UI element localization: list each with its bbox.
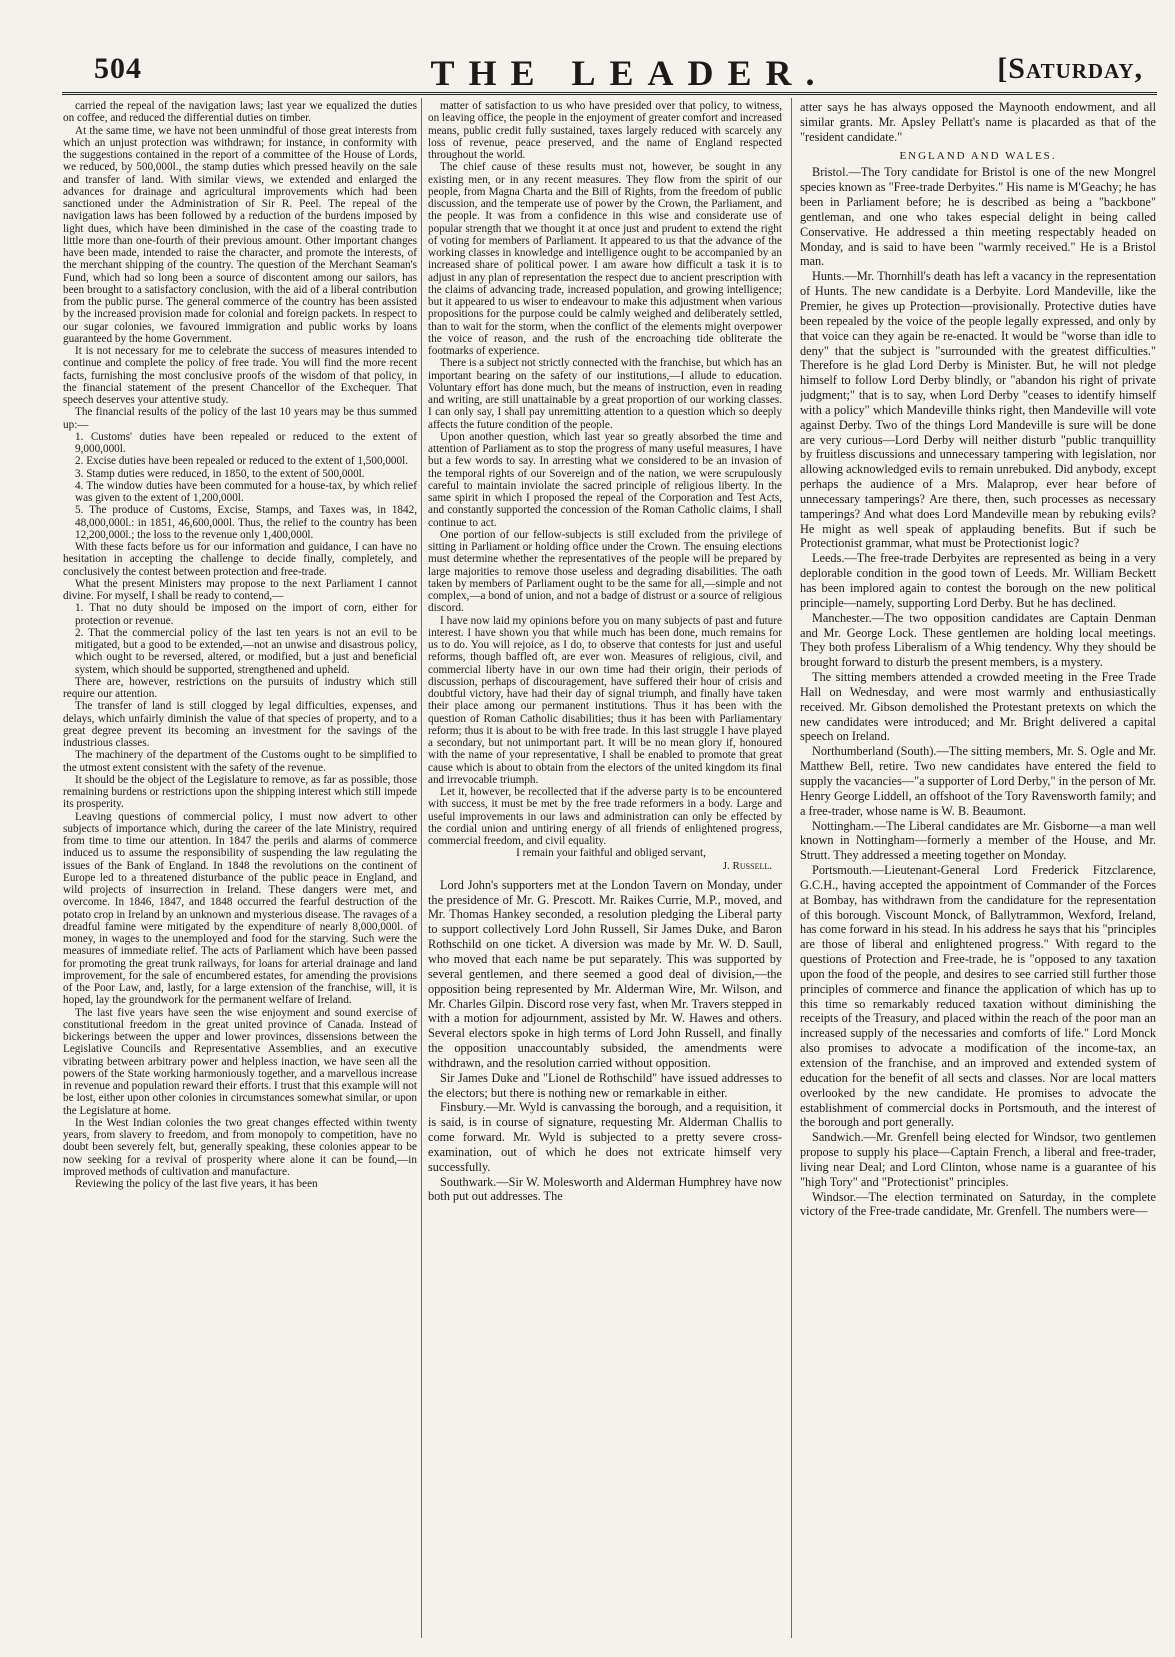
paragraph: Manchester.—The two opposition candidates are Captain Denman and Mr. George Lock. These gentlemen are holding local meetings. They both profess Liberalism of a Whig tendency. Why they should be brought forward to disturb the present members, is a mystery.	[800, 610, 1156, 670]
paragraph: Windsor.—The election terminated on Saturday, in the complete victory of the Free-trade candidate, Mr. Grenfell. The numbers were—	[800, 1189, 1156, 1219]
paragraph: The sitting members attended a crowded meeting in the Free Trade Hall on Wednesday, and were most warmly and enthusiastically received. Mr. Gibson demolished the Protestant pretexts on which the new candidates were introduced; and Mr. Bright delivered a capital speech on Ireland.	[800, 670, 1156, 744]
issue-day: [Saturday,	[997, 52, 1143, 85]
section-heading: ENGLAND AND WALES.	[899, 149, 1057, 162]
paragraph: The last five years have seen the wise enjoyment and sound exercise of constitutional freedom in the great united province of Canada. Instead of bickerings between the upper and lower provinces, dissensions between the Legislative Councils and Representative Assemblies, and an executive vibrating between arbitrary power and helpless inaction, we have seen all the powers of the State working harmoniously together, and a marvellous increase in revenue and population reward their efforts. I trust that this example will not be lost, either upon other colonies in circumstances somewhat similar, or upon the Legislature at home.	[63, 1006, 417, 1117]
paragraph: Let it, however, be recollected that if the adverse party is to be encountered with success, it must be met by the free trade reformers in a body. Large and useful improvements in our laws and administration can only be effected by the cordial union and untiring energy of all friends of enlightened progress, commercial freedom, and civil equality.	[428, 786, 782, 847]
column-1	[63, 100, 417, 1635]
column-3	[800, 100, 1156, 1635]
list-item: 5. The produce of Customs, Excise, Stamps, and Taxes was, in 1842, 48,000,000l.: in 1851, 46,600,000l. Thus, the relief to the country has been 12,200,000l.; the loss to the revenue only 1,400,000l.	[75, 504, 417, 541]
paragraph: Sandwich.—Mr. Grenfell being elected for Windsor, two gentlemen propose to supply his place—Captain French, a liberal and free-trader, living near Deal; and Lord Clinton, whose name is a guarantee of his "high Tory" and "Protectionist" principles.	[800, 1130, 1156, 1189]
column-2	[428, 100, 782, 1635]
list-item: 2. That the commercial policy of the last ten years is not an evil to be mitigated, but a good to be extended,—not an unwise and disastrous policy, which ought to be reversed, altered, or modified, but a just and beneficial system, which should be supported, strengthened and upheld.	[75, 626, 417, 676]
paragraph: With these facts before us for our information and guidance, I can have no hesitation in accepting the challenge to decide finally, completely, and conclusively the contest between protection and free-trade.	[63, 541, 417, 578]
paragraph: I have now laid my opinions before you on many subjects of past and future interest. I have shown you that while much has been done, much remains for us to do. You will rejoice, as I do, to observe that contests for just and useful reforms, though baffled oft, are ever won. Measures of religious, civil, and commercial liberty have in our own time had their origin, their periods of discussion, perhaps of discouragement, have suffered their hour of crisis and doubtful victory, have had their day of signal triumph, and finally have taken their place among our permanent institutions. Thus it has been with the question of Roman Catholic disabilities; thus it has been with Parliamentary reform; thus it is about to be with free trade. In this last struggle I have played a secondary, but not unimportant part. It will be no mean glory if, honoured with the name of your representative, I shall be enabled to promote that great cause which is about to obtain from the electors of the united kingdom its final and irrevocable triumph.	[428, 614, 782, 786]
paragraph: Northumberland (South).—The sitting members, Mr. S. Ogle and Mr. Matthew Bell, retire. Two new candidates have entered the field to supply the vacancies—"a supporter of Lord Derby," in the person of Mr. Henry George Liddell, an offshoot of the Tory Ravensworth family; and a free-trader, whose name is W. B. Beaumont.	[800, 744, 1156, 818]
paragraph: Finsbury.—Mr. Wyld is canvassing the borough, and a requisition, it is said, is in course of signature, requesting Mr. Alderman Challis to come forward. Mr. Wyld is subjected to a pretty severe cross-examination, out of which he does not extricate himself very successfully.	[428, 1100, 782, 1174]
closing-line: I remain your faithful and obliged servant,	[516, 847, 706, 860]
page-number: 504	[94, 52, 142, 85]
list-item: 1. Customs' duties have been repealed or reduced to the extent of 9,000,000l.	[75, 430, 417, 455]
paragraph: Sir James Duke and "Lionel de Rothschild" have issued addresses to the electors; but there is nothing new or remarkable in either.	[428, 1070, 782, 1100]
paragraph: Leeds.—The free-trade Derbyites are represented as being in a very deplorable condition in the good town of Leeds. Mr. William Beckett has been implored again to contest the borough on the new political principle—namely, supporting Lord Derby. But he has declined.	[800, 551, 1156, 610]
list-item: 4. The window duties have been commuted for a house-tax, by which relief was given to the extent of 1,200,000l.	[75, 479, 417, 504]
column-rule	[421, 98, 422, 1638]
paragraph: Lord John's supporters met at the London Tavern on Monday, under the presidence of Mr. G. Prescott. Mr. Raikes Currie, M.P., moved, and Mr. Thomas Hankey seconded, a resolution pledging the Liberal party to support collectively Lord John Russell, Sir James Duke, and Baron Rothschild on one ticket. A diversion was made by Mr. W. D. Saull, who moved that each name be put separately. This was supported by several gentlemen, and there seemed a good deal of division,—the opposition being represented by Mr. Alderman Wire, Mr. Wilson, and Mr. Charles Gilpin. Discord rose very fast, when Mr. Travers stepped in with a motion for adjournment, assisted by Mr. W. Hawes and others. Several electors spoke in high terms of Lord John Russell, and finally the opposition unaccountably subsided, the amendments were withdrawn, and the resolution carried without opposition.	[428, 877, 782, 1070]
paragraph: The chief cause of these results must not, however, be sought in any existing men, or in any recent measures. They flow from the spirit of our people, from Magna Charta and the Bill of Rights, from the freedom of public discussion, and the temperate use of power by the Crown, the Parliament, and the people. It was from a confidence in this wise and considerate use of popular strength that we thought it at once just and prudent to extend the right of voting for members of Parliament. It appeared to us that the advance of the working classes in knowledge and intelligence ought to be accompanied by an increased share of political power. I am aware how difficult a task it is to adjust in any plan of representation the respect due to ancient prescription with the claims of advancing trade, increased population, and growing intelligence; but it appeared to us wiser to endeavour to make this adjustment when various propositions for the purpose could be calmly weighed and deliberately settled, than to wait for the storm, when the conflict of the elements might overpower the voice of reason, and the rush of the encroaching tide obliterate the footmarks of experience.	[428, 161, 782, 357]
paragraph: At the same time, we have not been unmindful of those great interests from which an unjust protection was withdrawn; for instance, in conformity with the suggestions contained in the report of a committee of the House of Lords, we reduced, by 500,000l., the stamp duties which pressed heavily on the sale and transfer of land. With similar views, we extended and enlarged the advances for drainage and agricultural improvements which had been sanctioned under the Administration of Sir R. Peel. The repeal of the navigation laws has been followed by a reduction of the burdens imposed by light dues, which have been diminished in the case of the coasting trade to little more than one-fourth of their previous amount. Other important changes have been made, intended to raise the character, and promote the interests, of the merchant shipping of the country. The question of the Merchant Seaman's Fund, which had so long been a source of discontent among our sailors, has been brought to a satisfactory conclusion, with the aid of a liberal contribution from the public purse. The general commerce of the country has been assisted by the increased provision made for colonial and foreign packets. In respect to our sugar colonies, we favoured immigration and public works by loans guaranteed by the home Government.	[63, 124, 417, 345]
paragraph: Reviewing the policy of the last five years, it has been	[75, 1178, 318, 1190]
paragraph: Upon another question, which last year so greatly absorbed the time and attention of Parliament as to stop the progress of many useful measures, I have but a few words to say. In arresting what we considered to be an invasion of the temporal rights of our Sovereign and of the nation, we were scrupulously careful to maintain inviolate the sacred principle of religious liberty. In the same spirit in which I proposed the repeal of the Corporation and Test Acts, and constantly supported the concession of the Roman Catholic claims, I shall continue to act.	[428, 430, 782, 529]
paragraph: One portion of our fellow-subjects is still excluded from the privilege of sitting in Parliament or holding office under the Crown. The ensuing elections must determine whether the representatives of the people will be prepared by large majorities to remove those useless and degrading disabilities. The oath taken by members of Parliament ought to be the same for all,—simple and not complex,—a bond of union, and not a badge of distrust or a source of religious discord.	[428, 528, 782, 615]
column-rule	[791, 98, 792, 1638]
paragraph: The transfer of land is still clogged by legal difficulties, expenses, and delays, which unfairly diminish the value of that species of property, and to a great degree prevent its becoming an investment for the savings of the industrious classes.	[63, 700, 417, 749]
list-item: 3. Stamp duties were reduced, in 1850, to the extent of 500,000l.	[75, 467, 365, 480]
news-section	[428, 878, 782, 1205]
paragraph: Leaving questions of commercial policy, I must now advert to other subjects of importance which, during the career of the late Ministry, required from time to time our attention. In 1847 the perils and alarms of commerce induced us to assume the responsibility of suspending the law regulating the issues of the Bank of England. In 1848 the revolutions on the continent of Europe led to a threatened disturbance of the public peace in England, and wild projects of insurrection in Ireland. These dangers were met, and overcome. In 1846, 1847, and 1848 occurred the fearful destruction of the potato crop in Ireland by an unknown and mysterious disease. The ravages of a dreadful famine were mitigated by the expenditure of nearly 8,000,000l. of money, in wages to the unemployed and food for the starving. Such were the measures of immediate relief. The acts of Parliament which have been passed for promoting the great trunk railways, for loans for arterial drainage and land improvement, for the sale of encumbered estates, for amending the provisions of the Poor Law, and, lastly, for a large extension of the franchise, will, it is hoped, lay the groundwork for the permanent welfare of Ireland.	[63, 810, 417, 1007]
paragraph: There is a subject not strictly connected with the franchise, but which has an important bearing on the safety of our institutions,—I allude to education. Voluntary effort has done much, but the means of instruction, even in reading and writing, are still unattainable by a great proportion of our working classes. I can only say, I shall pay unremitting attention to a question which so deeply affects the future condition of the people.	[428, 357, 782, 431]
paragraph: Portsmouth.—Lieutenant-General Lord Frederick Fitzclarence, G.C.H., having accepted the appointment of Commander of the Forces at Bombay, has withdrawn from the candidature for the representation of this borough. Viscount Monck, of Ballytrammon, Wexford, Ireland, has come forward in his stead. In his address he says that his "principles are those of liberal and enlightened progress." With regard to the questions of Protection and Free-trade, he is "opposed to any taxation upon the food of the people, and desires to see carried still further those principles of commerce and finance the application of which has up to this time so remarkably reduced taxation without diminishing the receipts of the Treasury, and placed within the reach of the poor man an increased supply of the necessaries and comforts of life." Lord Monck also promises to advocate a modification of the income-tax, an extension of the franchise, and an improved and extended system of education for the benefit of all sects and classes. Nor are local matters overlooked by the new candidate. He promises to advocate the establishment of commercial docks in Portsmouth, and the interest of the borough and port generally.	[800, 863, 1156, 1130]
paragraph: Bristol.—The Tory candidate for Bristol is one of the new Mongrel species known as "Free-trade Derbyites." His name is M'Geachy; he has been in Parliament before; he is described as being a "backbone" gentleman, and one who takes especial delight in being called Conservative. He addressed a thin meeting respectably headed on Monday, and is said to have been "warmly received." He is a Bristol man.	[800, 165, 1156, 269]
paragraph: The financial results of the policy of the last 10 years may be thus summed up:—	[63, 406, 417, 431]
masthead	[62, 52, 1157, 95]
paragraph: What the present Ministers may propose to the next Parliament I cannot divine. For myself, I shall be ready to contend,—	[63, 577, 417, 602]
paragraph: It should be the object of the Legislature to remove, as far as possible, those remaining burdens or restrictions upon the shipping interest which still impede its prosperity.	[63, 773, 417, 811]
paragraph: Hunts.—Mr. Thornhill's death has left a vacancy in the representation of Hunts. The new candidate is a Derbyite. Lord Mandeville, like the Premier, he gives up Protection—provisionally. Protective duties have been repealed by the voice of the people legally expressed, and only by that voice can they again be re-enacted. It would be "worse than idle to deny" that the subject is "surrounded with the greatest difficulties." Therefore is he glad Lord Derby is Minister. But, he will not pledge himself to follow Lord Derby blindly, or "abandon his right of private judgment;" that is to say, when Lord Derby "ceases to identify himself with a policy" which Mandeville thinks right, then Mandeville will vote against Derby. Two of the things Lord Mandeville is sure will be done are very curious—Lord Derby will neither disturb "public tranquillity by fruitless discussions and unnecessary tampering with legislation, nor allowing acknowledged evils to remain unrebuked. Did anybody, except perhaps the audience of a Mrs. Malaprop, ever hear before of unnecessary tamperings? Are there, then, such processes as necessary tamperings? And what does Lord Mandeville mean by rebuking evils? He might as well speak of applauding benefits. But if such be Protectionist grammar, what must be Protectionist logic?	[800, 269, 1156, 551]
list-item: 1. That no duty should be imposed on the import of corn, either for protection or revenue.	[75, 602, 417, 627]
paragraph: matter of satisfaction to us who have presided over that policy, to witness, on leaving office, the people in the enjoyment of greater comfort and increased means, public credit fully sustained, taxes largely reduced with scarcely any loss of revenue, peace preserved, and the name of England respected throughout the world.	[428, 100, 782, 161]
paragraph: In the West Indian colonies the two great changes effected within twenty years, from slavery to freedom, and from monopoly to competition, have no doubt been severely felt, but, generally speaking, these colonies appear to be now seeking for a revival of prosperity where alone it can be found,—in improved methods of cultivation and manufacture.	[63, 1116, 417, 1178]
paragraph: It is not necessary for me to celebrate the success of measures intended to continue and complete the policy of free trade. You will find the more recent facts, furnishing the most conclusive proofs of the wisdom of that policy, in the financial statement of the present Chancellor of the Exchequer. That speech deserves your attentive study.	[63, 345, 417, 406]
paragraph: There are, however, restrictions on the pursuits of industry which still require our attention.	[63, 675, 417, 700]
paragraph: carried the repeal of the navigation laws; last year we equalized the duties on coffee, and reduced the differential duties on timber.	[63, 100, 417, 125]
paragraph: atter says he has always opposed the Maynooth endowment, and all similar grants. Mr. Apsley Pellatt's name is placarded as that of the "resident candidate."	[800, 100, 1156, 144]
newspaper-title: THE LEADER.	[430, 53, 829, 93]
paragraph: Southwark.—Sir W. Molesworth and Alderman Humphrey have now both put out addresses. The	[428, 1174, 782, 1204]
list-item: 2. Excise duties have been repealed or reduced to the extent of 1,500,000l.	[75, 455, 409, 468]
paragraph: Nottingham.—The Liberal candidates are Mr. Gisborne—a man well known in Nottingham—formerly a member of the House, and Mr. Strutt. They addressed a meeting together on Monday.	[800, 818, 1156, 863]
signature: J. Russell.	[722, 859, 772, 872]
paragraph: The machinery of the department of the Customs ought to be simplified to the utmost extent consistent with the safety of the revenue.	[63, 749, 417, 774]
